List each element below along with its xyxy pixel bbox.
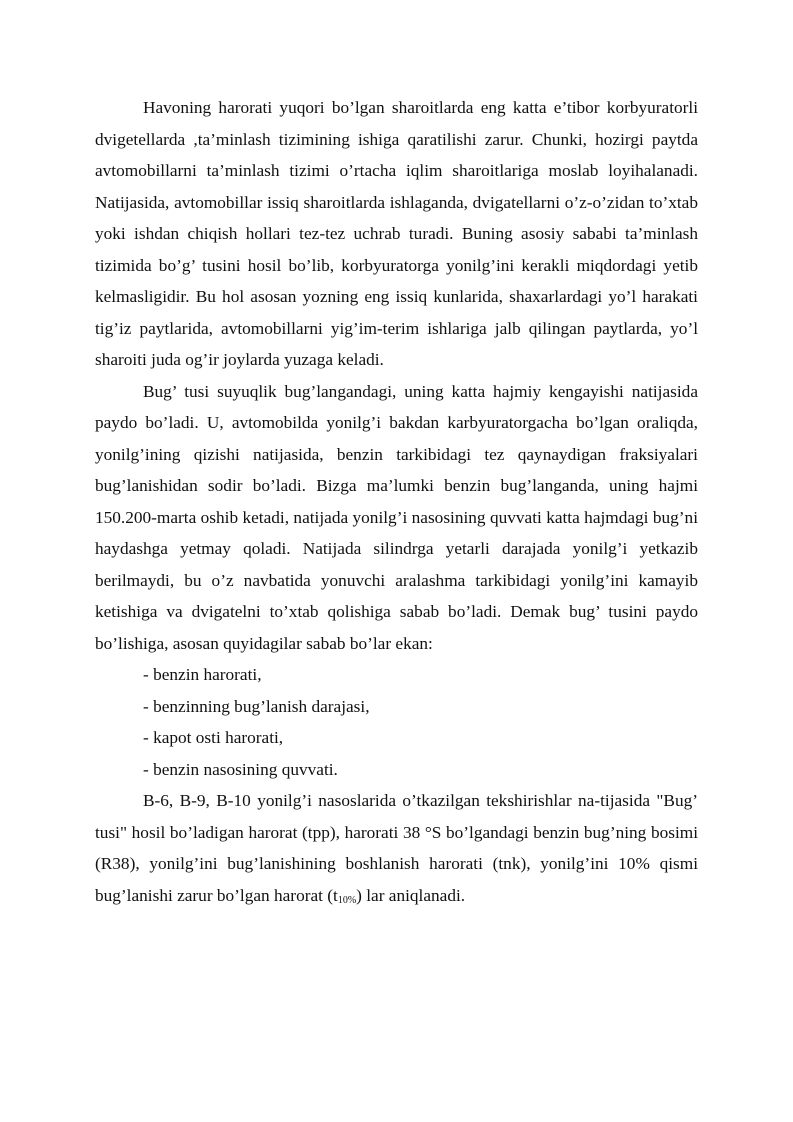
paragraph-test-results-end: ) lar aniqlanadi. bbox=[356, 885, 466, 905]
document-page bbox=[95, 92, 698, 916]
subscript-10-percent: 10% bbox=[337, 894, 357, 906]
list-item-benzin-harorati: - benzin harorati, bbox=[143, 665, 262, 684]
list-item-buglanish-darajasi: - benzinning bug’lanish darajasi, bbox=[143, 696, 370, 716]
paragraph-test-results bbox=[95, 785, 698, 916]
paragraph-vapor-formation: Bug’ tusi suyuqlik bug’langandagi, uning katta hajmiy kengayishi natijasida paydo bo’ladi. U, avtomobilda yonilg’i bakdan karbyuratorgacha bo’lgan oraliqda, yonilg’ining qizishi natijasida, benzin tarkibidagi tez qaynaydigan fraksiyalari bug’lanishidan sodir bo’ladi. Bizga ma’lumki benzin bug’langanda, uning hajmi 150.200-marta oshib ketadi, natijada yonilg’i nasosining quvvati katta hajmdagi bug’ni haydashga yetmay qoladi. Natijada silindrga yetarli darajada yonilg’i yetkazib berilmaydi, bu o’z navbatida yonuvchi aralashma tarkibidagi yonilg’ini kamayib ketishiga va dvigatelni to’xtab qolishiga sabab bo’ladi. Demak bug’ tusini paydo bo’lishiga, asosan quyidagilar sabab bo’lar ekan: bbox=[95, 381, 698, 653]
paragraph-vapor-lock-intro: Havoning harorati yuqori bo’lgan sharoitlarda eng katta e’tibor korbyuratorli dvigetellarda ,ta’minlash tizimining ishiga qaratilishi zarur. Chunki, hozirgi paytda avtomobillarni ta’minlash tizimi o’rtacha iqlim sharoitlariga moslab loyihalanadi. Natijasida, avtomobillar issiq sharoitlarda ishlaganda, dvigatellarni o’z-o’zidan to’xtab yoki ishdan chiqish hollari tez-tez uchrab turadi. Buning asosiy sababi ta’minlash tizimida bo’g’ tusini hosil bo’lib, korbyuratorga yonilg’ini kerakli miqdordagi yetib kelmasligidir. Bu hol asosan yozning eng issiq kunlarida, shaxarlardagi yo’l harakati tig’iz paytlarida, avtomobillarni yig’im-terim ishlariga jalb qilingan paytlarda, yo’l sharoiti juda og’ir joylarda yuzaga keladi. bbox=[95, 98, 698, 369]
list-item-nasos-quvvati: - benzin nasosining quvvati. bbox=[143, 759, 338, 779]
list-item-kapot-osti-harorati: - kapot osti harorati, bbox=[143, 728, 284, 747]
paragraph-test-results-main: B-6, B-9, B-10 yonilg’i nasoslarida o’tkazilgan tekshirishlar na-tijasida "Bug’ tusi" hosil bo’ladigan harorat (tpp), harorati 38 °S bo’lgandagi benzin bug’ning bosimi (R38), yonilg’ini bug’lanishining boshlanish harorati (tnk), yonilg’ini 10% qismi bug’lanishi zarur bo’lgan harorat (t bbox=[95, 791, 698, 905]
